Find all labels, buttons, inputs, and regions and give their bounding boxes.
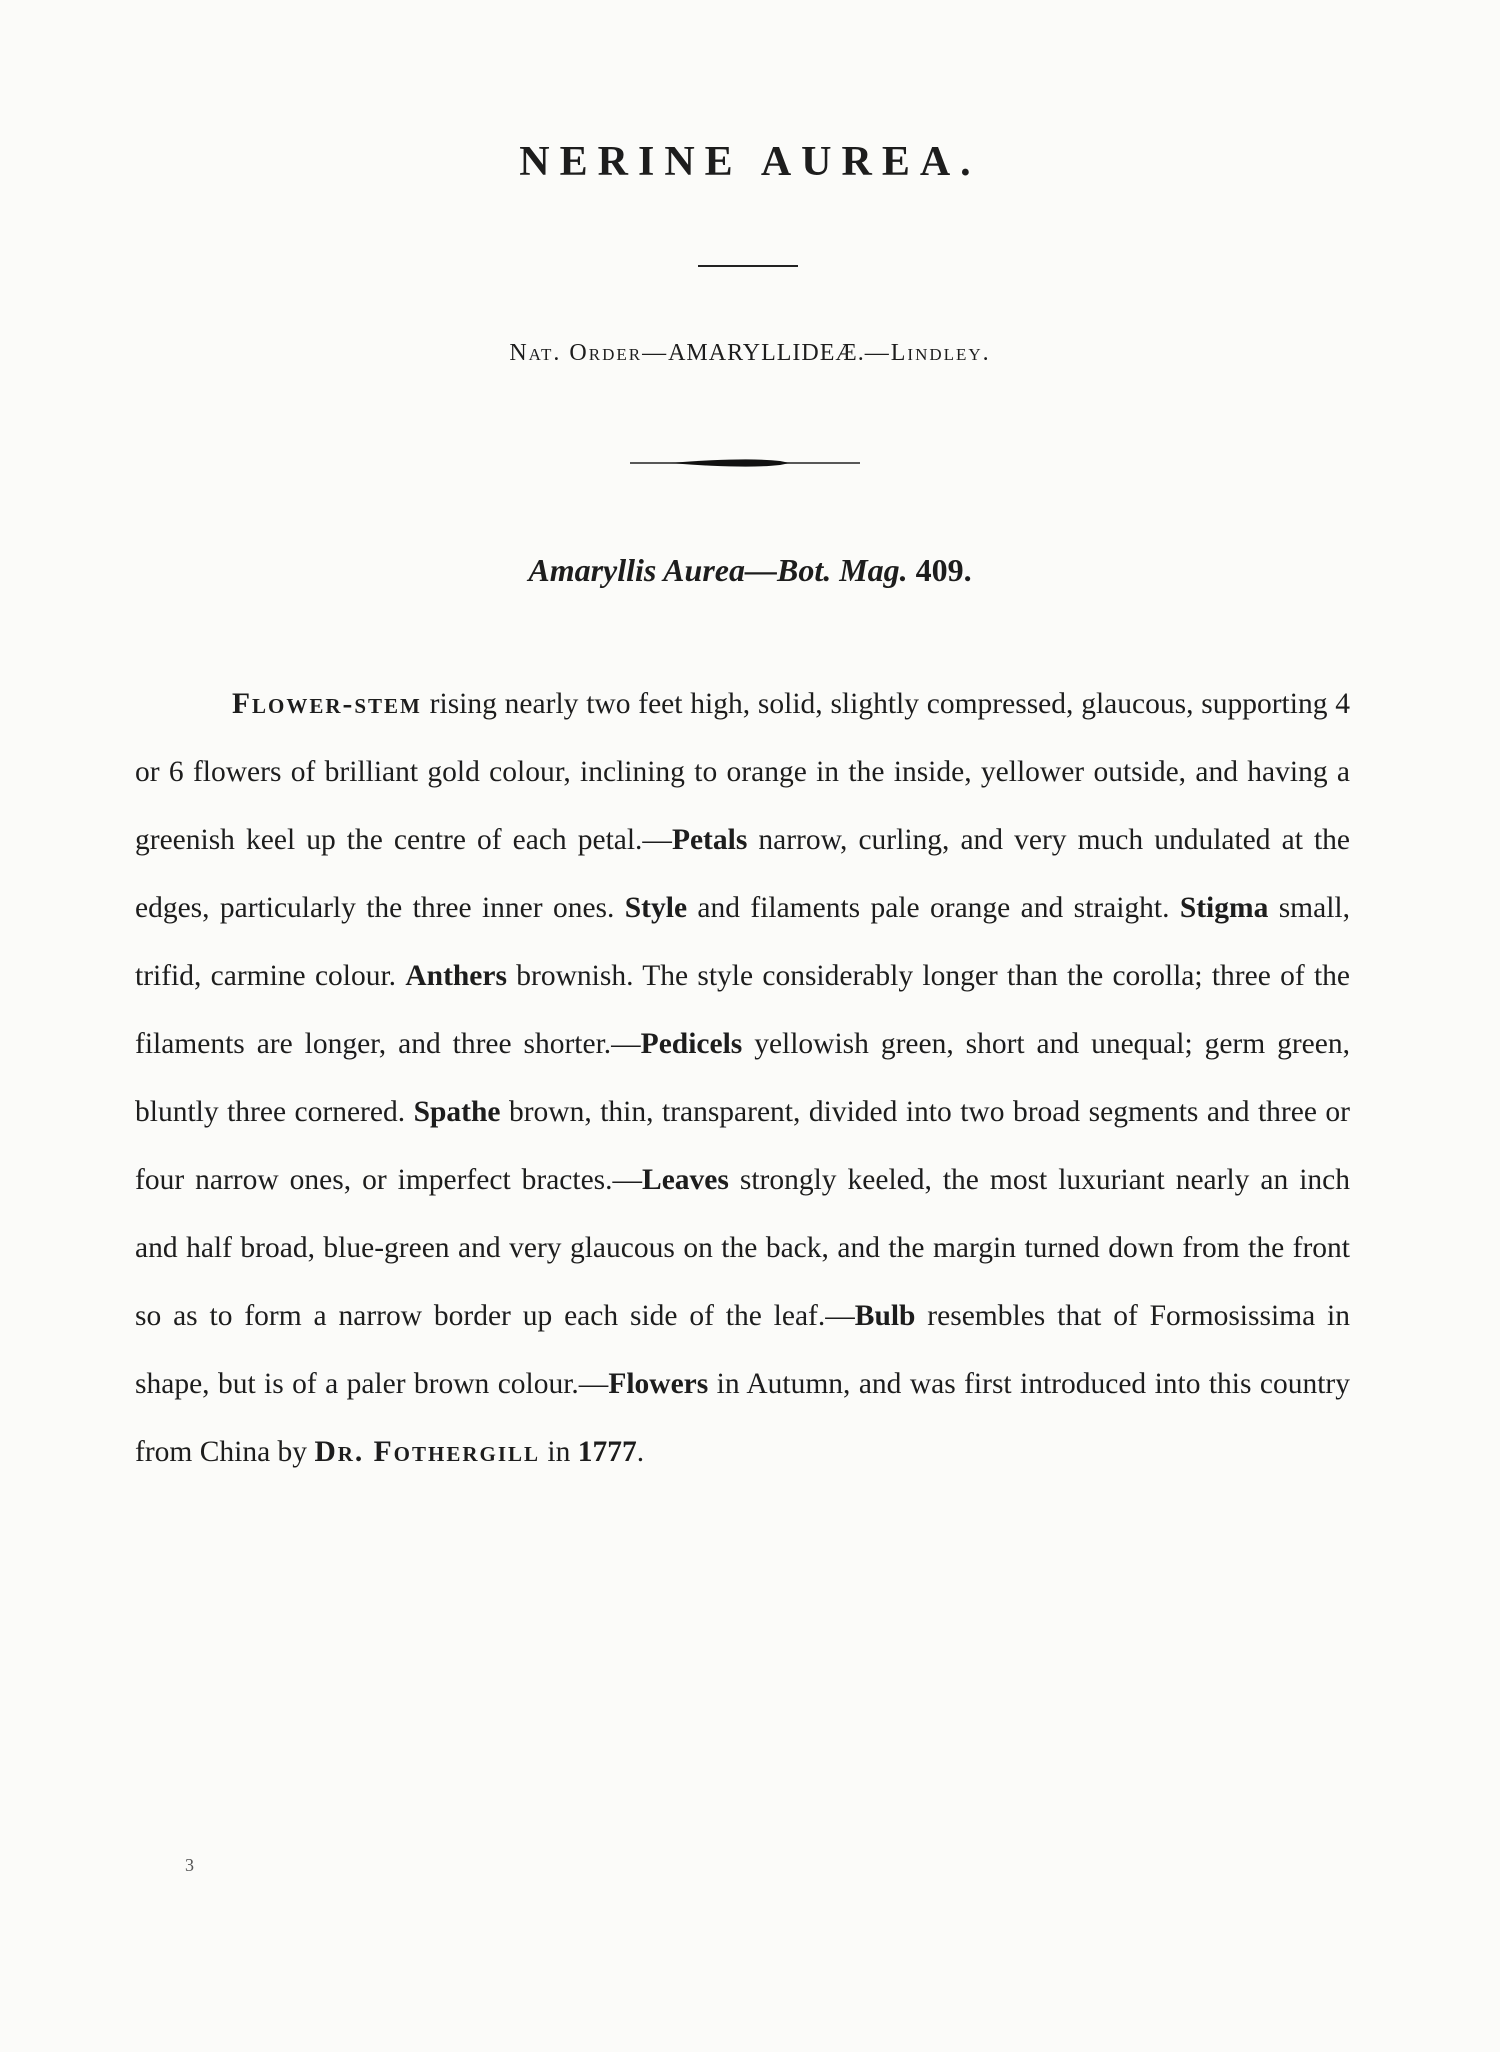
- term-bulb: Bulb: [854, 1300, 916, 1332]
- term-petals: Petals: [671, 824, 748, 856]
- term-spathe: Spathe: [413, 1096, 501, 1128]
- natural-order-line: [0, 340, 1500, 367]
- description-text: resembles that of Formosissima in shape, but is of a paler brown colour.—: [135, 1300, 1351, 1400]
- page-title: NERINE AUREA.: [519, 139, 981, 185]
- description-text: and filaments pale orange and straight.: [687, 892, 1180, 924]
- description-text: narrow, curling, and very much undulated at the edges, particularly the three inner ones.: [135, 824, 1350, 924]
- description-text: in Autumn, and was first introduced into this country from China by: [135, 1368, 1350, 1468]
- synonym-text: Amaryllis Aurea—Bot. Mag.: [528, 552, 908, 588]
- order-prefix: Nat. Order—: [509, 340, 669, 366]
- ornamental-rule: [630, 455, 860, 471]
- person-name: Dr. Fothergill: [314, 1436, 541, 1468]
- description-text: in: [540, 1436, 578, 1468]
- order-name: AMARYLLIDEÆ.: [668, 340, 865, 366]
- description-text: small, trifid, carmine colour.: [135, 892, 1350, 992]
- term-stigma: Stigma: [1179, 892, 1269, 924]
- description-text: yellowish green, short and unequal; germ green, bluntly three cornered.: [135, 1028, 1350, 1128]
- description-text: brown, thin, transparent, divided into two broad segments and three or four narrow ones, or imperfect bractes.—: [135, 1096, 1350, 1196]
- term-style: Style: [624, 892, 688, 924]
- title-rule: [698, 265, 798, 267]
- description-paragraph: [135, 670, 1350, 1486]
- lead-term: Flower-stem: [232, 688, 422, 720]
- description-body: [135, 670, 1350, 1486]
- description-text: .: [636, 1436, 645, 1468]
- description-text: strongly keeled, the most luxuriant nearly an inch and half broad, blue-green and very glaucous on the back, and the margin turned down from the front so as to form a narrow border up each side of the leaf.—: [135, 1164, 1350, 1332]
- term-leaves: Leaves: [642, 1164, 729, 1196]
- term-flowers: Flowers: [608, 1368, 709, 1400]
- year: 1777: [577, 1436, 637, 1468]
- term-anthers: Anthers: [405, 960, 507, 992]
- synonym-reference: [0, 552, 1500, 589]
- order-suffix: —Lindley.: [864, 340, 991, 366]
- description-text: brownish. The style considerably longer than the corolla; three of the filaments are longer, and three shorter.—: [135, 960, 1350, 1060]
- term-pedicels: Pedicels: [640, 1028, 743, 1060]
- synonym-number: 409.: [915, 552, 972, 588]
- page-number: 3: [185, 1855, 194, 1875]
- description-text: rising nearly two feet high, solid, slightly compressed, glaucous, supporting 4 or 6 flowers of brilliant gold colour, inclining to orange in the inside, yellower outside, and having a greenish keel up the centre of each petal.—: [135, 688, 1350, 856]
